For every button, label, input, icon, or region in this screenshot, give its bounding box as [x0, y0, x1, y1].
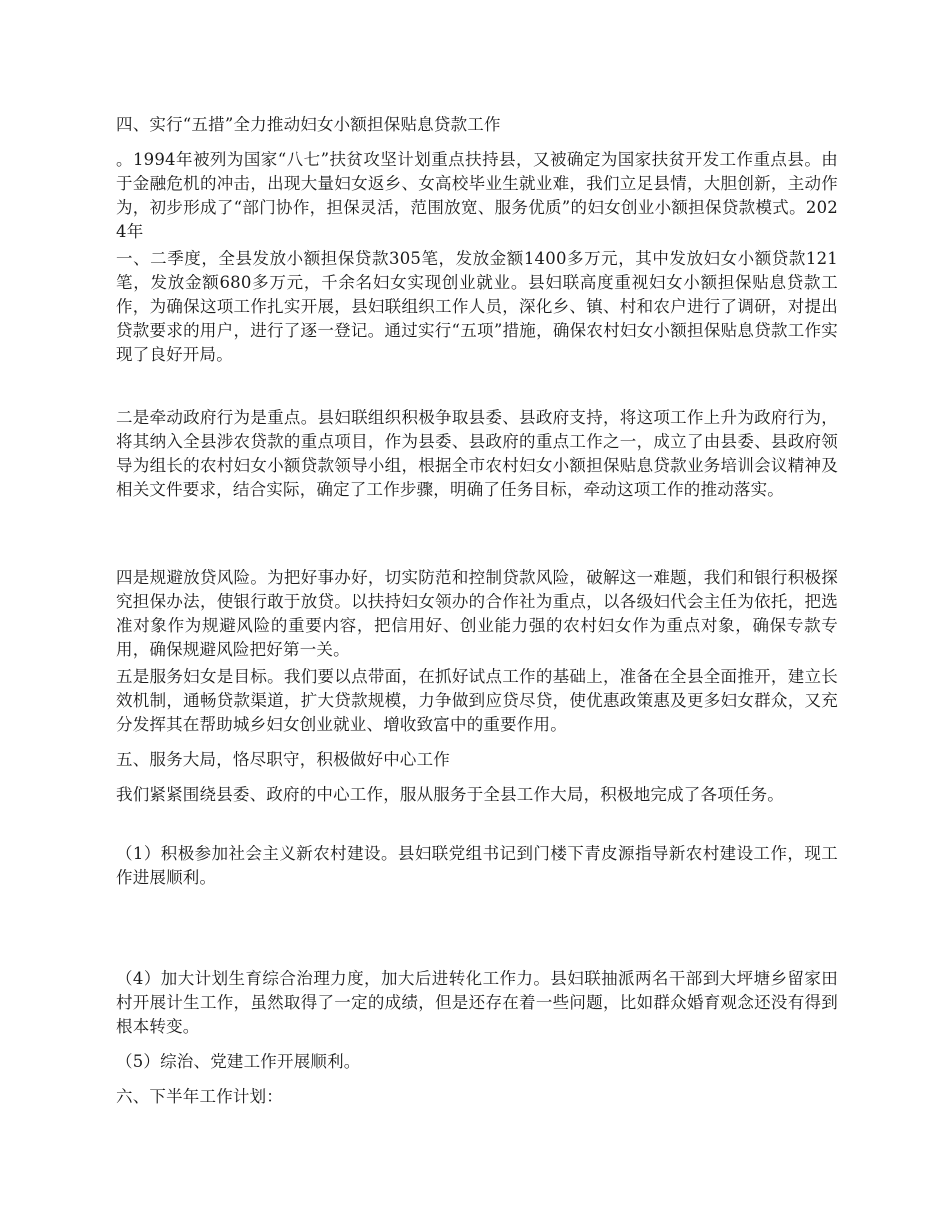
section-heading-four: 四、实行“五措”全力推动妇女小额担保贴息贷款工作	[116, 115, 501, 134]
paragraph-serve-women: 五是服务妇女是目标。我们要以点带面，在抓好试点工作的基础上，准备在全县全面推开，建立长效机制，通畅贷款渠道，扩大贷款规模，力争做到应贷尽贷，使优惠政策惠及更多妇女群众，又充分发挥其在帮助城乡妇女创业就业、增收致富中的重要作用。	[116, 667, 838, 734]
paragraph-central-work: 我们紧紧围绕县委、政府的中心工作，服从服务于全县工作大局，积极地完成了各项任务。	[116, 785, 784, 804]
paragraph-government-action: 二是牵动政府行为是重点。县妇联组织积极争取县委、县政府支持，将这项工作上升为政府行为，将其纳入全县涉农贷款的重点项目，作为县委、县政府的重点工作之一，成立了由县委、县政府领导为组长的农村妇女小额贷款领导小组，根据全市农村妇女小额担保贴息贷款业务培训会议精神及相关文件要求，结合实际，确定了工作步骤，明确了任务目标，牵动这项工作的推动落实。	[116, 408, 838, 499]
list-item-5: （5）综治、党建工作开展顺利。	[116, 1052, 361, 1071]
section-heading-six: 六、下半年工作计划：	[116, 1087, 283, 1106]
list-item-1: （1）积极参加社会主义新农村建设。县妇联党组书记到门楼下青皮源指导新农村建设工作，现工作进展顺利。	[116, 844, 838, 887]
paragraph-risk-avoidance: 四是规避放贷风险。为把好事办好，切实防范和控制贷款风险，破解这一难题，我们和银行积极探究担保办法，使银行敢于放贷。以扶持妇女领办的合作社为重点，以各级妇代会主任为依托，把选准对象作为规避风险的重要内容，把信用好、创业能力强的农村妇女作为重点对象，确保专款专用，确保规避风险把好第一关。	[116, 568, 838, 659]
paragraph-loan-statistics: 一、二季度，全县发放小额担保贷款305笔，发放金额1400多万元，其中发放妇女小额贷款121笔，发放金额680多万元，千余名妇女实现创业就业。县妇联高度重视妇女小额担保贴息贷款工作，为确保这项工作扎实开展，县妇联组织工作人员，深化乡、镇、村和农户进行了调研，对提出贷款要求的用户，进行了逐一登记。通过实行“五项”措施，确保农村妇女小额担保贴息贷款工作实现了良好开局。	[116, 249, 838, 364]
paragraph-background: 。1994年被列为国家“八七”扶贫攻坚计划重点扶持县，又被确定为国家扶贫开发工作重点县。由于金融危机的冲击，出现大量妇女返乡、女高校毕业生就业难，我们立足县情，大胆创新，主动作为，初步形成了“部门协作，担保灵活，范围放宽、服务优质”的妇女创业小额担保贷款模式。2024年	[116, 150, 838, 241]
section-heading-five: 五、服务大局，恪尽职守，积极做好中心工作	[116, 750, 450, 769]
list-item-4: （4）加大计划生育综合治理力度，加大后进转化工作力。县妇联抽派两名干部到大坪塘乡留家田村开展计生工作，虽然取得了一定的成绩，但是还存在着一些问题，比如群众婚育观念还没有得到根本转变。	[116, 969, 838, 1036]
